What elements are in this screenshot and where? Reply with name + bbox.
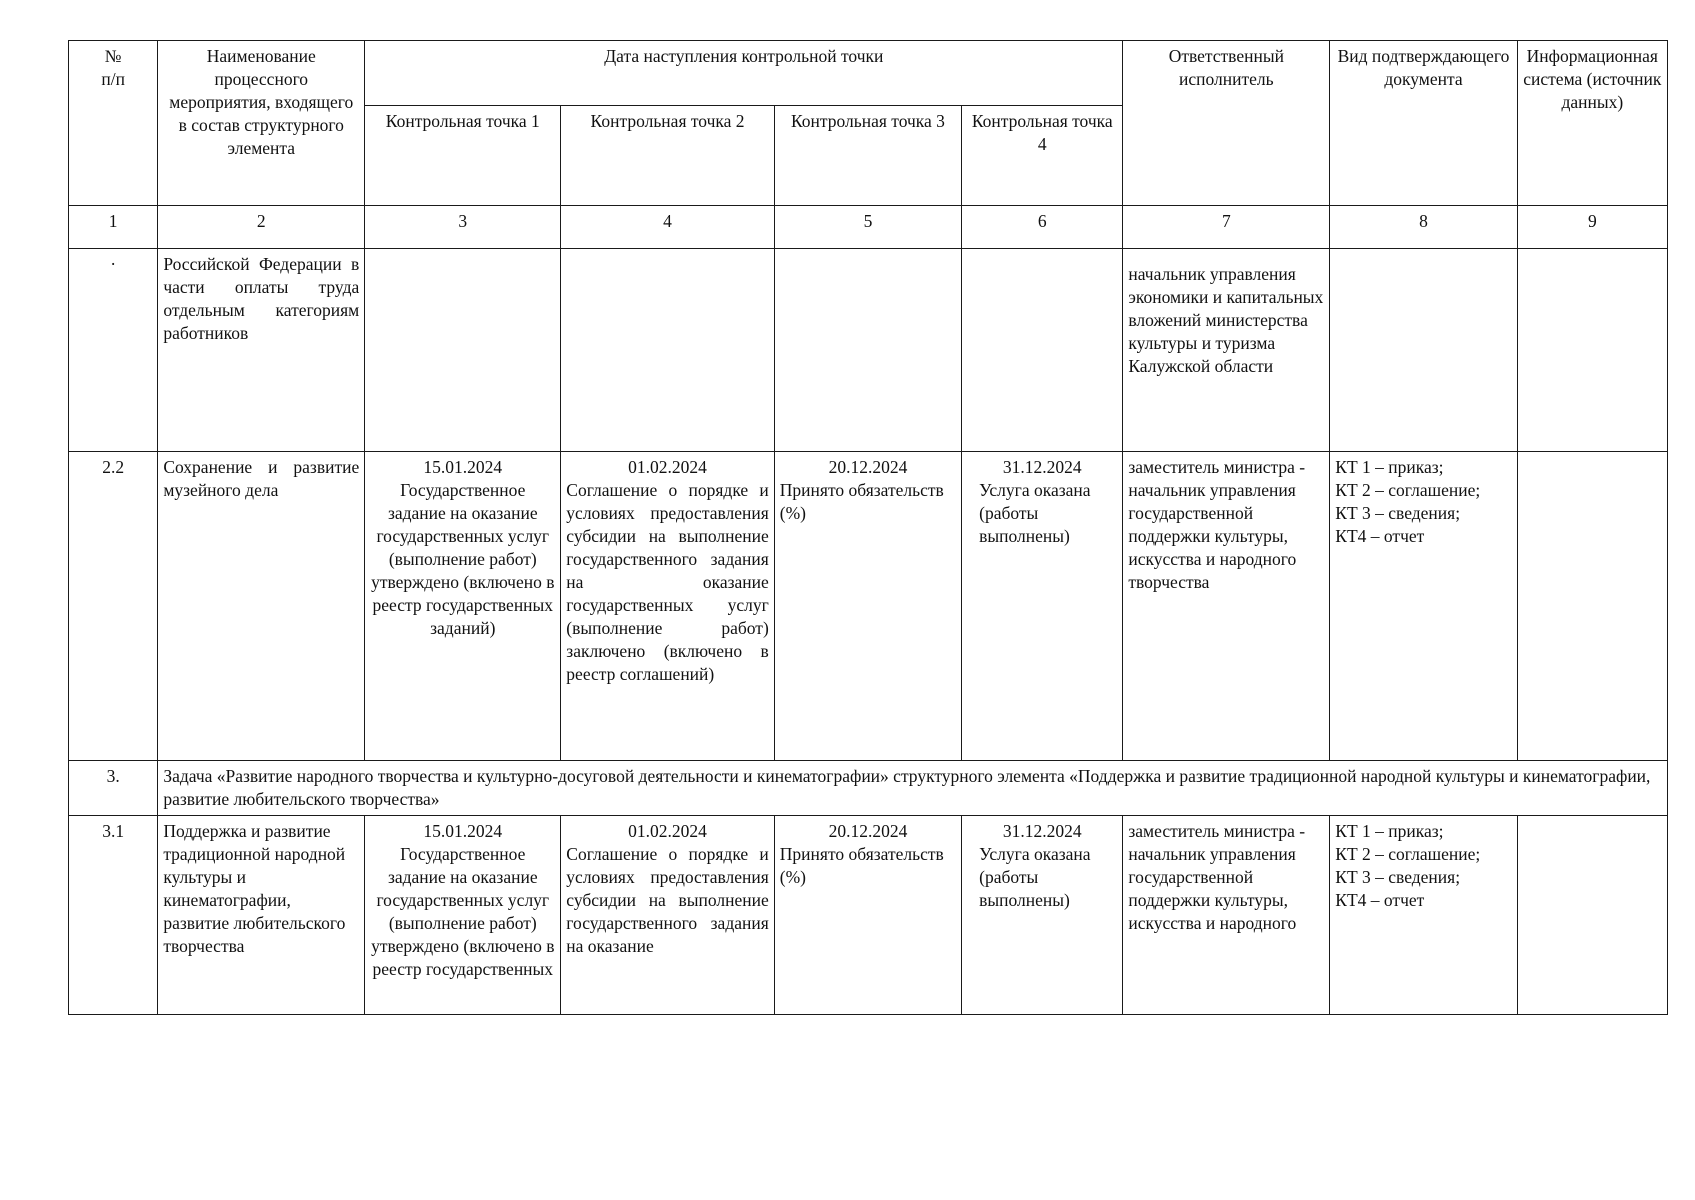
doc-line: КТ4 – отчет (1335, 526, 1425, 546)
task-row (69, 761, 1668, 816)
activity-name: Сохранение и развитие музейного дела (158, 452, 365, 761)
header-date-group: Дата наступления контрольной точки (365, 41, 1123, 106)
header-document-type: Вид подтверждающего документа (1330, 41, 1517, 206)
column-number: 9 (1517, 206, 1667, 249)
kt1-cell (365, 452, 561, 761)
table-body (69, 249, 1668, 1015)
kt4-cell (962, 452, 1123, 761)
info-system-cell (1517, 816, 1667, 1015)
document-cell (1330, 452, 1517, 761)
header-kt1: Контрольная точка 1 (365, 106, 561, 206)
header-responsible: Ответственный исполнитель (1123, 41, 1330, 206)
control-points-table (68, 40, 1668, 1015)
header-kt3: Контрольная точка 3 (774, 106, 961, 206)
table-row (69, 816, 1668, 1015)
kt4-text: Услуга оказана (работы выполнены) (979, 844, 1091, 910)
kt2-cell (561, 249, 774, 452)
row-number: · (69, 249, 158, 452)
responsible-cell: заместитель министра - начальник управления государственной поддержки культуры, искусства и народного творчества (1123, 452, 1330, 761)
kt4-cell (962, 816, 1123, 1015)
table-header (69, 41, 1668, 249)
header-kt2: Контрольная точка 2 (561, 106, 774, 206)
column-number-row (69, 206, 1668, 249)
table-row (69, 249, 1668, 452)
table-row (69, 452, 1668, 761)
kt1-cell (365, 816, 561, 1015)
kt2-cell (561, 816, 774, 1015)
kt3-date: 20.12.2024 (828, 457, 908, 477)
column-number: 5 (774, 206, 961, 249)
kt1-text: Государственное задание на оказание государственных услуг (выполнение работ) утверждено (включено в реестр государственных (371, 844, 555, 979)
responsible-cell: заместитель министра - начальник управления государственной поддержки культуры, искусства и народного (1123, 816, 1330, 1015)
column-number: 7 (1123, 206, 1330, 249)
kt2-date: 01.02.2024 (628, 821, 707, 841)
kt1-date: 15.01.2024 (423, 457, 503, 477)
responsible-cell: начальник управления экономики и капитальных вложений министерства культуры и туризма Калужской области (1123, 249, 1330, 452)
header-activity-name: Наименование процессного мероприятия, входящего в состав структурного элемента (158, 41, 365, 206)
info-system-cell (1517, 249, 1667, 452)
doc-line: КТ 2 – соглашение; (1335, 480, 1481, 500)
doc-line: КТ 3 – сведения; (1335, 503, 1461, 523)
doc-line: КТ 1 – приказ; (1335, 821, 1444, 841)
activity-name: Поддержка и развитие традиционной народной культуры и кинематографии, развитие любительского творчества (158, 816, 365, 1015)
header-info-system: Информационная система (источник данных) (1517, 41, 1667, 206)
task-title: Задача «Развитие народного творчества и культурно-досуговой деятельности и кинематографии» структурного элемента «Поддержка и развитие традиционной народной культуры и кинематографии, развитие любительского творчества» (158, 761, 1668, 816)
kt3-cell (774, 249, 961, 452)
doc-line: КТ4 – отчет (1335, 890, 1425, 910)
kt3-text: Принято обязательств (%) (779, 480, 944, 523)
doc-line: КТ 2 – соглашение; (1335, 844, 1481, 864)
activity-name: Российской Федерации в части оплаты труда отдельным категориям работников (158, 249, 365, 452)
kt2-date: 01.02.2024 (628, 457, 707, 477)
column-number: 6 (962, 206, 1123, 249)
column-number: 4 (561, 206, 774, 249)
kt1-cell (365, 249, 561, 452)
kt2-text: Соглашение о порядке и условиях предоставления субсидии на выполнение государственного задания на оказание государственных услуг (выполнение работ) заключено (включено в реестр соглашений) (566, 480, 769, 684)
kt2-cell (561, 452, 774, 761)
kt4-date: 31.12.2024 (1002, 821, 1082, 841)
kt1-text: Государственное задание на оказание государственных услуг (выполнение работ) утверждено (включено в реестр государственных заданий) (371, 480, 555, 638)
column-number: 1 (69, 206, 158, 249)
kt3-text: Принято обязательств (%) (779, 844, 944, 887)
document-cell (1330, 249, 1517, 452)
row-number: 2.2 (69, 452, 158, 761)
column-number: 3 (365, 206, 561, 249)
header-number: № п/п (69, 41, 158, 206)
kt4-date: 31.12.2024 (1002, 457, 1082, 477)
column-number: 8 (1330, 206, 1517, 249)
kt4-text: Услуга оказана (работы выполнены) (979, 480, 1091, 546)
header-kt4: Контрольная точка 4 (962, 106, 1123, 206)
kt1-date: 15.01.2024 (423, 821, 503, 841)
doc-line: КТ 1 – приказ; (1335, 457, 1444, 477)
task-number: 3. (69, 761, 158, 816)
kt3-cell (774, 452, 961, 761)
kt4-cell (962, 249, 1123, 452)
info-system-cell (1517, 452, 1667, 761)
kt3-cell (774, 816, 961, 1015)
doc-line: КТ 3 – сведения; (1335, 867, 1461, 887)
row-number: 3.1 (69, 816, 158, 1015)
document-cell (1330, 816, 1517, 1015)
kt3-date: 20.12.2024 (828, 821, 908, 841)
column-number: 2 (158, 206, 365, 249)
kt2-text: Соглашение о порядке и условиях предоставления субсидии на выполнение государственного задания на оказание (566, 844, 769, 956)
